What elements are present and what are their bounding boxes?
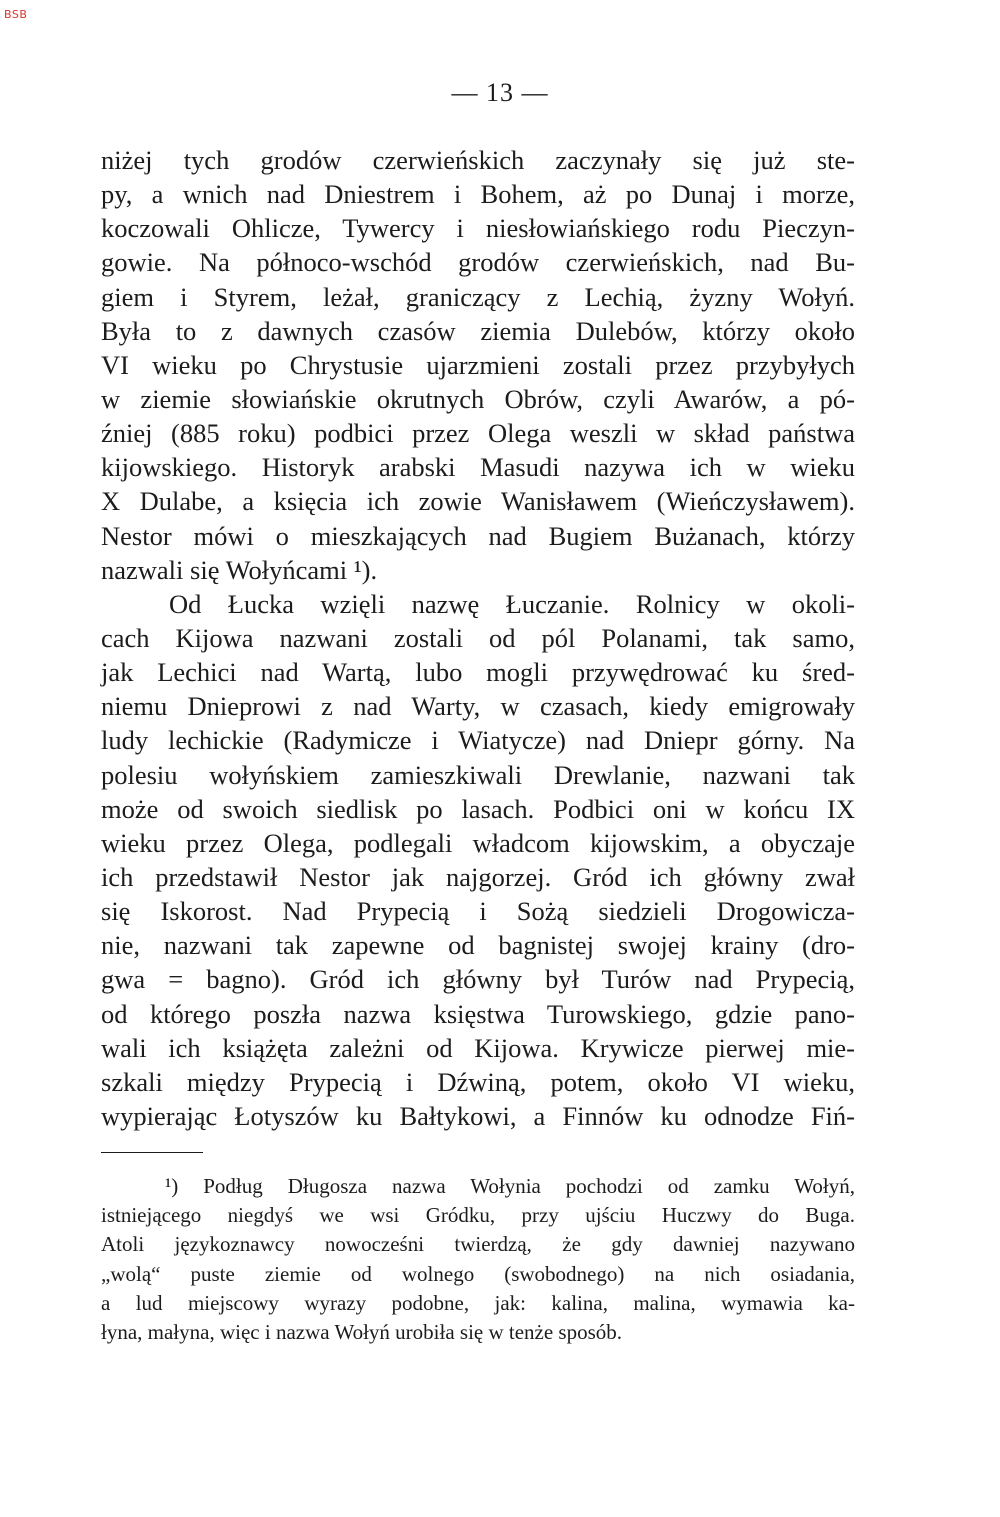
body-line: py, a wnich nad Dniestrem i Bohem, aż po Dunaj i morze, — [101, 179, 855, 210]
body-line: gowie. Na północo-wschód grodów czerwieńskich, nad Bu- — [101, 247, 855, 278]
body-line: kijowskiego. Historyk arabski Masudi nazywa ich w wieku — [101, 452, 855, 483]
body-line: od którego poszła nazwa księstwa Turowskiego, gdzie pano- — [101, 998, 855, 1029]
footnote-line: ¹) Podług Długosza nazwa Wołynia pochodzi od zamku Wołyń, — [165, 1174, 855, 1198]
body-line: wieku przez Olega, podlegali władcom kijowskim, a obyczaje — [101, 827, 855, 858]
body-line: giem i Styrem, leżał, graniczący z Lechią, żyzny Wołyń. — [101, 281, 855, 312]
body-line: Od Łucka wzięli nazwę Łuczanie. Rolnicy w okoli- — [169, 588, 855, 619]
body-line: Była to z dawnych czasów ziemia Dulebów, którzy około — [101, 315, 855, 346]
body-line: koczowali Ohlicze, Tywercy i niesłowiańskiego rodu Pieczyn- — [101, 213, 855, 244]
body-line: gwa = bagno). Gród ich główny był Turów nad Prypecią, — [101, 964, 855, 995]
page-number: — 13 — — [451, 78, 549, 107]
body-line: nie, nazwani tak zapewne od bagnistej swojej krainy (dro- — [101, 930, 855, 961]
body-line: może od swoich siedlisk po lasach. Podbici oni w końcu IX — [101, 793, 855, 824]
body-line: Nestor mówi o mieszkających nad Bugiem Bużanach, którzy — [101, 520, 855, 551]
body-line: wypierając Łotyszów ku Bałtykowi, a Finnów ku odnodze Fiń- — [101, 1100, 855, 1131]
body-line: niżej tych grodów czerwieńskich zaczynały się już ste- — [101, 145, 855, 175]
body-line: źniej (885 roku) podbici przez Olega weszli w skład państwa — [101, 418, 855, 449]
footnote-line: Atoli językoznawcy nowocześni twierdzą, że gdy dawniej nazywano — [101, 1232, 855, 1257]
body-line: ludy lechickie (Radymicze i Wiatycze) nad Dniepr górny. Na — [101, 725, 855, 756]
body-line: X Dulabe, a księcia ich zowie Wanisławem (Wieńczysławem). — [101, 486, 855, 517]
library-watermark: BSB — [4, 8, 28, 21]
body-line: niemu Dnieprowi z nad Warty, w czasach, kiedy emigrowały — [101, 691, 855, 722]
footnote-line: łyna, małyna, więc i nazwa Wołyń urobiła się w tenże sposób. — [101, 1319, 623, 1344]
body-line: jak Lechici nad Wartą, lubo mogli przywędrować ku śred- — [101, 657, 855, 688]
body-line: nazwali się Wołyńcami ¹). — [101, 554, 378, 585]
footnote-divider — [101, 1152, 203, 1153]
body-line: wali ich książęta zależni od Kijowa. Krywicze pierwej mie- — [101, 1032, 855, 1063]
body-line: ich przedstawił Nestor jak najgorzej. Gród ich główny zwał — [101, 861, 855, 892]
footnote-line: „wolą“ puste ziemie od wolnego (swobodnego) na nich osiadania, — [101, 1261, 855, 1286]
body-line: cach Kijowa nazwani zostali od pól Polanami, tak samo, — [101, 622, 855, 653]
body-line: w ziemie słowiańskie okrutnych Obrów, czyli Awarów, a pó- — [101, 383, 855, 414]
body-text — [101, 143, 855, 1133]
body-line: VI wieku po Chrystusie ujarzmieni zostali przez przybyłych — [101, 349, 855, 380]
footnote — [101, 1172, 855, 1347]
body-line: polesiu wołyńskiem zamieszkiwali Drewlanie, nazwani tak — [101, 759, 855, 790]
body-line: szkali między Prypecią i Dźwiną, potem, około VI wieku, — [101, 1066, 855, 1097]
footnote-line: istniejącego niegdyś we wsi Gródku, przy ujściu Huczwy do Buga. — [101, 1203, 855, 1228]
footnote-line: a lud miejscowy wyrazy podobne, jak: kalina, malina, wymawia ka- — [101, 1290, 855, 1315]
body-line: się Iskorost. Nad Prypecią i Sożą siedzieli Drogowicza- — [101, 896, 855, 927]
